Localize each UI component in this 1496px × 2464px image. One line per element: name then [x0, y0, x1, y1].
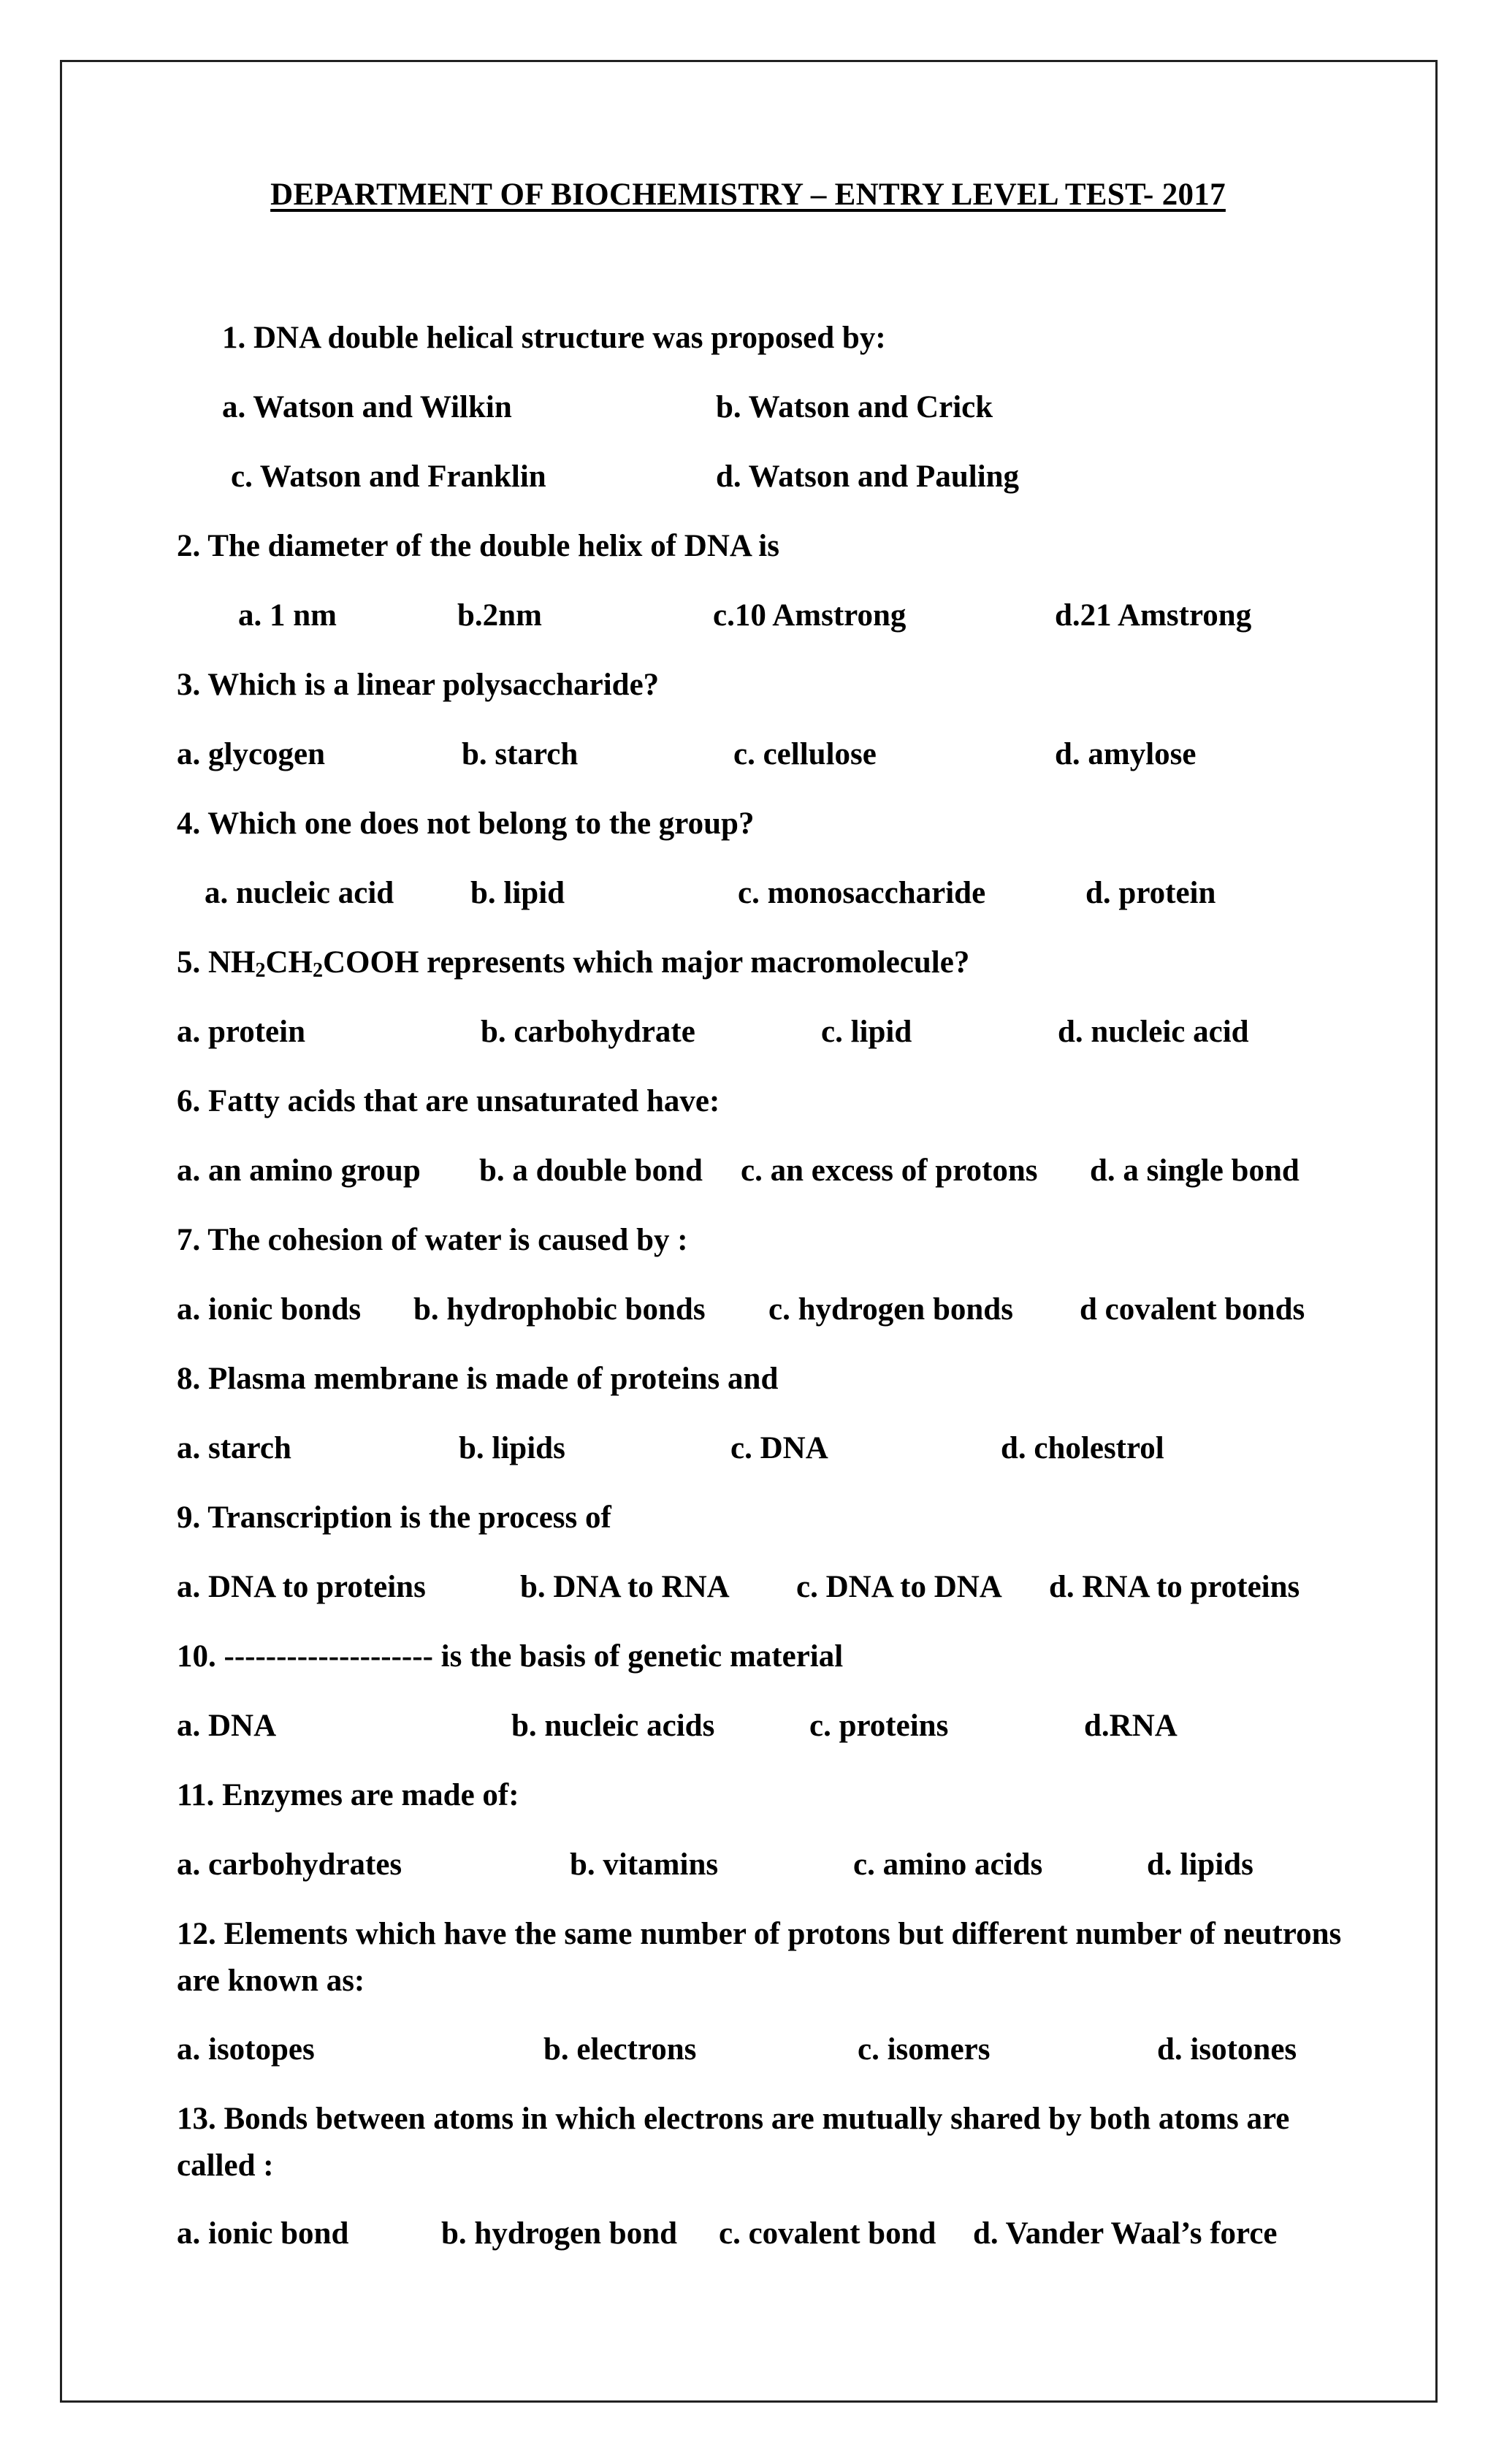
question-11: 11. Enzymes are made of:	[177, 1778, 519, 1812]
question-9: 9. Transcription is the process of	[177, 1500, 611, 1535]
question-1-option-b: b. Watson and Crick	[716, 390, 993, 424]
question-6: 6. Fatty acids that are unsaturated have:	[177, 1084, 720, 1118]
question-10-option-a: a. DNA	[177, 1709, 277, 1743]
question-4-option-b: b. lipid	[470, 876, 565, 910]
question-3-option-d: d. amylose	[1055, 737, 1197, 771]
question-8-option-c: c. DNA	[730, 1431, 828, 1465]
question-8-option-b: b. lipids	[459, 1431, 565, 1465]
question-13: 13. Bonds between atoms in which electrons are mutually shared by both atoms are called :	[177, 2102, 1290, 2183]
question-3: 3. Which is a linear polysaccharide?	[177, 668, 660, 702]
question-7-option-c: c. hydrogen bonds	[768, 1292, 1013, 1327]
question-10-option-d: d.RNA	[1084, 1709, 1178, 1743]
question-2: 2. The diameter of the double helix of DNA is	[177, 529, 779, 563]
question-11-option-c: c. amino acids	[853, 1847, 1043, 1882]
question-2-option-c: c.10 Amstrong	[713, 598, 907, 633]
question-1-option-a: a. Watson and Wilkin	[222, 390, 512, 424]
question-5-option-c: c. lipid	[821, 1015, 912, 1049]
question-13-option-a: a. ionic bond	[177, 2216, 349, 2251]
question-5-option-d: d. nucleic acid	[1058, 1015, 1249, 1049]
question-1-option-c: c. Watson and Franklin	[231, 459, 546, 494]
question-3-option-c: c. cellulose	[733, 737, 877, 771]
question-13-option-b: b. hydrogen bond	[441, 2216, 678, 2251]
question-2-option-b: b.2nm	[457, 598, 542, 633]
question-2-option-d: d.21 Amstrong	[1055, 598, 1252, 633]
question-11-option-d: d. lipids	[1147, 1847, 1253, 1882]
question-5-mid: CH	[265, 945, 313, 980]
question-10-option-c: c. proteins	[809, 1709, 949, 1743]
question-5-suffix: COOH represents which major macromolecule?	[323, 945, 970, 980]
question-1-option-d: d. Watson and Pauling	[716, 459, 1020, 494]
question-1: 1. DNA double helical structure was proposed by:	[222, 321, 886, 355]
question-8-option-a: a. starch	[177, 1431, 291, 1465]
question-8-option-d: d. cholestrol	[1001, 1431, 1164, 1465]
question-6-option-b: b. a double bond	[479, 1153, 703, 1188]
subscript-2: 2	[255, 959, 266, 982]
question-4-option-d: d. protein	[1085, 876, 1216, 910]
question-2-option-a: a. 1 nm	[238, 598, 337, 633]
question-7-option-a: a. ionic bonds	[177, 1292, 362, 1327]
question-3-option-a: a. glycogen	[177, 737, 326, 771]
question-9-option-b: b. DNA to RNA	[520, 1570, 730, 1604]
question-8: 8. Plasma membrane is made of proteins and	[177, 1362, 779, 1396]
question-12-option-c: c. isomers	[858, 2032, 991, 2067]
question-9-option-a: a. DNA to proteins	[177, 1570, 426, 1604]
question-7-option-d: d covalent bonds	[1080, 1292, 1305, 1327]
question-4-option-a: a. nucleic acid	[205, 876, 394, 910]
question-5-prefix: 5. NH	[177, 945, 256, 980]
question-12: 12. Elements which have the same number of protons but different number of neutrons are known as:	[177, 1917, 1342, 1998]
question-9-option-d: d. RNA to proteins	[1049, 1570, 1300, 1604]
question-4-option-c: c. monosaccharide	[738, 876, 986, 910]
question-11-option-a: a. carbohydrates	[177, 1847, 402, 1882]
page-title: DEPARTMENT OF BIOCHEMISTRY – ENTRY LEVEL TEST- 2017	[270, 178, 1226, 212]
question-7-option-b: b. hydrophobic bonds	[413, 1292, 706, 1327]
question-11-option-b: b. vitamins	[570, 1847, 719, 1882]
question-9-option-c: c. DNA to DNA	[796, 1570, 1002, 1604]
question-10-option-b: b. nucleic acids	[511, 1709, 715, 1743]
question-3-option-b: b. starch	[462, 737, 579, 771]
question-6-option-a: a. an amino group	[177, 1153, 421, 1188]
question-12-option-d: d. isotones	[1157, 2032, 1297, 2067]
question-12-option-a: a. isotopes	[177, 2032, 315, 2067]
question-6-option-c: c. an excess of protons	[741, 1153, 1038, 1188]
subscript-2: 2	[313, 959, 323, 982]
question-13-option-d: d. Vander Waal’s force	[973, 2216, 1278, 2251]
question-7: 7. The cohesion of water is caused by :	[177, 1223, 688, 1257]
question-5	[177, 939, 969, 986]
question-13-option-c: c. covalent bond	[719, 2216, 936, 2251]
question-10: 10. -------------------- is the basis of genetic material	[177, 1639, 844, 1674]
question-5-option-b: b. carbohydrate	[481, 1015, 695, 1049]
question-12-option-b: b. electrons	[543, 2032, 697, 2067]
question-6-option-d: d. a single bond	[1090, 1153, 1300, 1188]
question-5-option-a: a. protein	[177, 1015, 305, 1049]
question-4: 4. Which one does not belong to the group?	[177, 806, 755, 841]
